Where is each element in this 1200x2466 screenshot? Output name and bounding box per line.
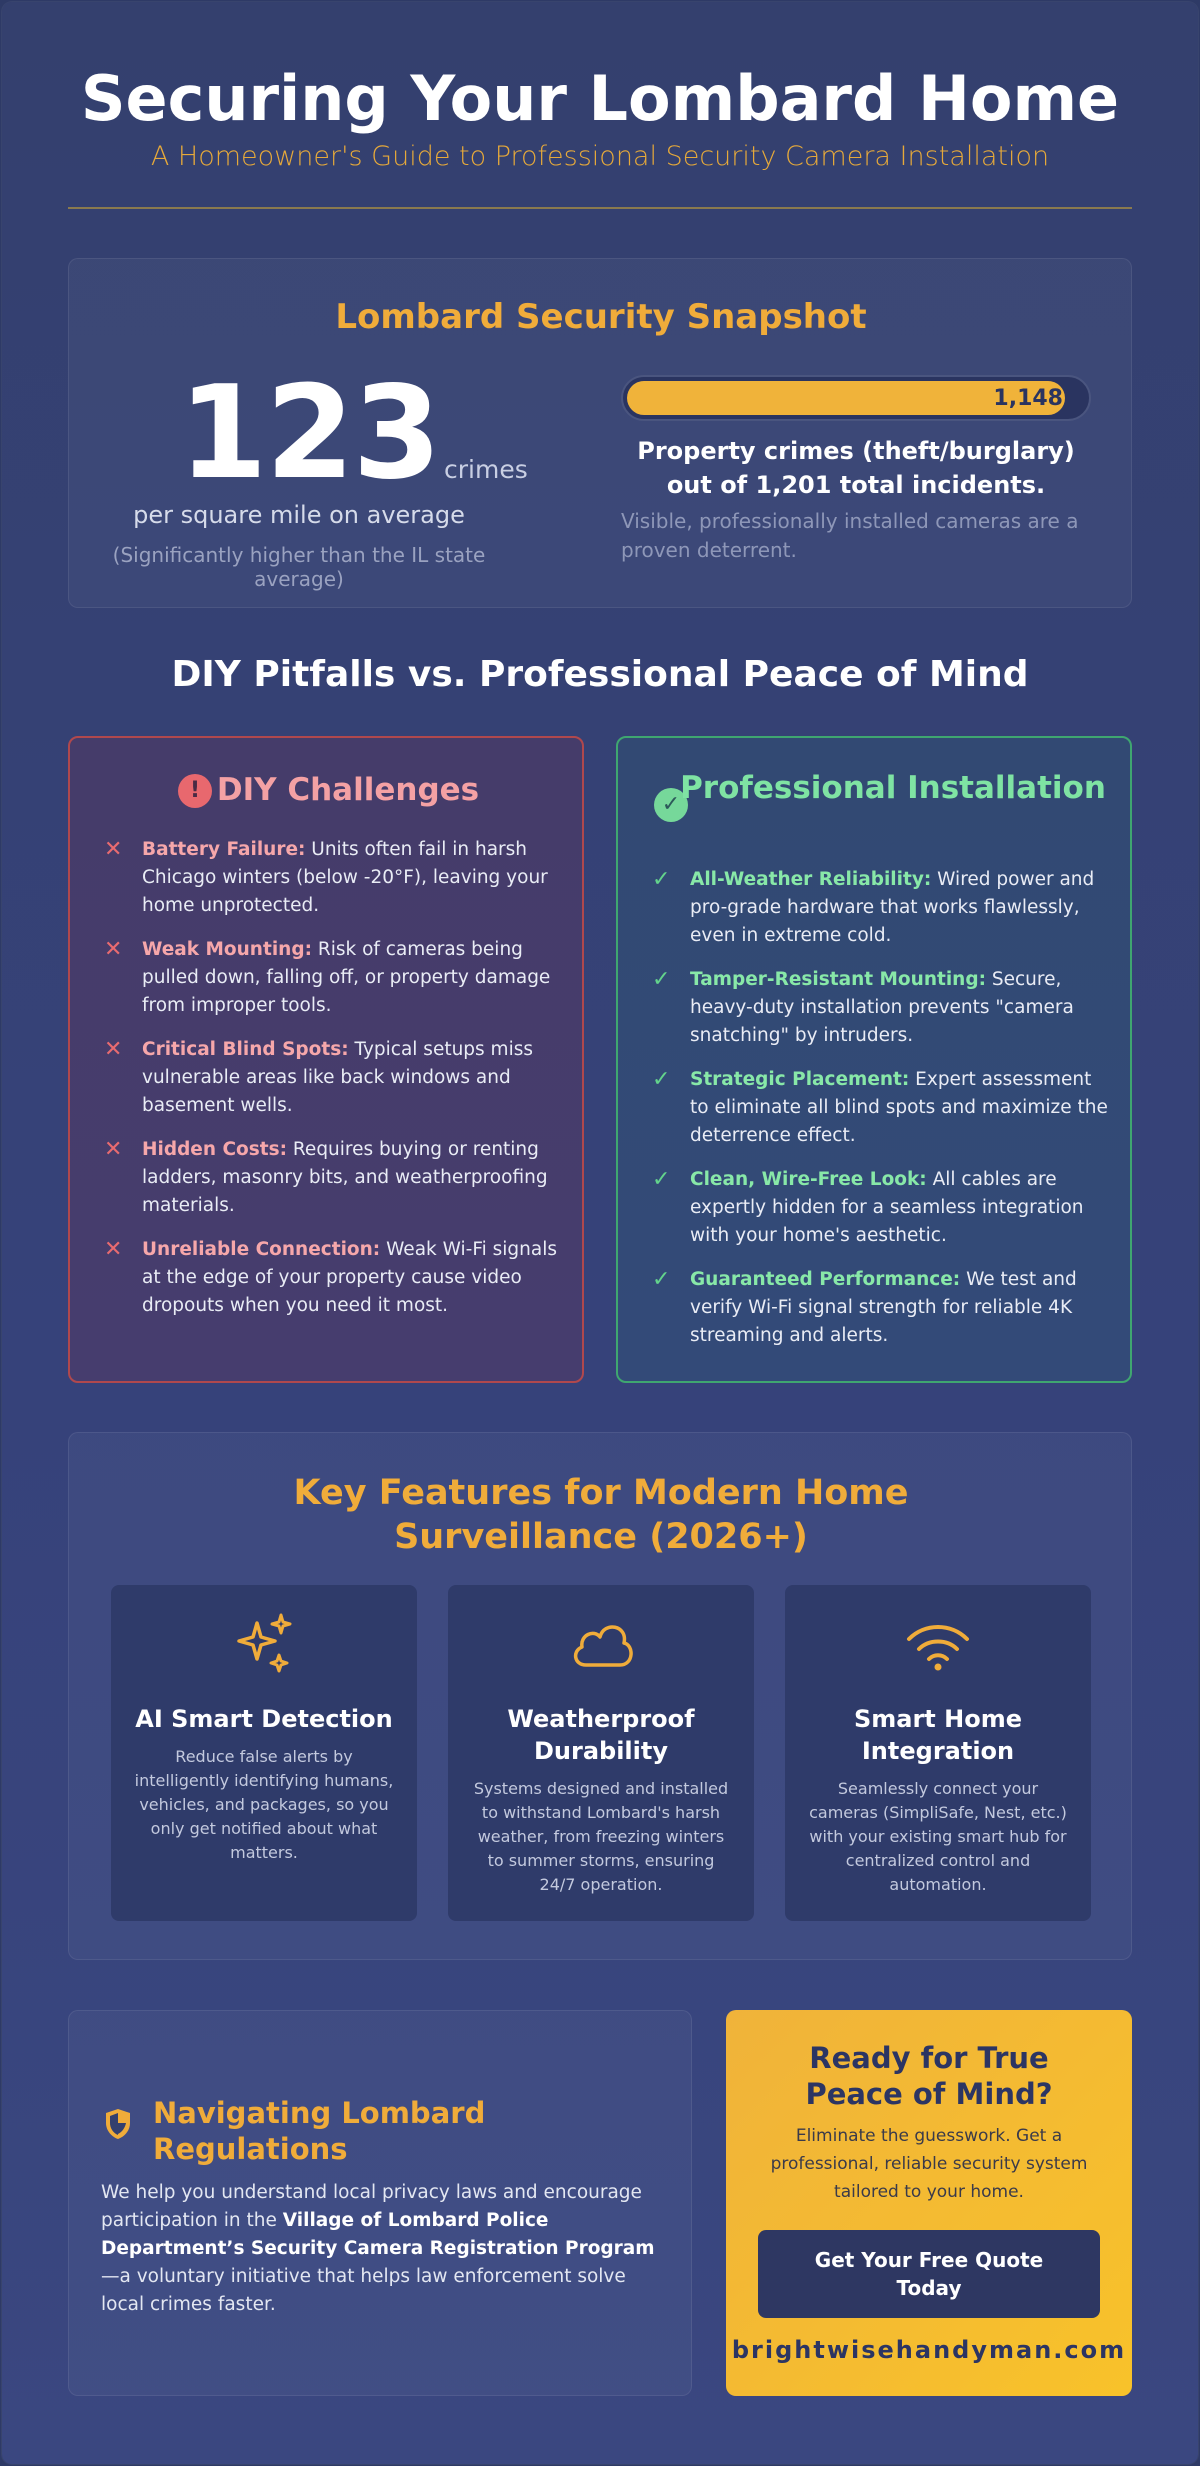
header-divider xyxy=(68,207,1132,209)
feature-description: Reduce false alerts by intelligently identifying humans, vehicles, and packages, so you only get notified about what matters. xyxy=(134,1747,394,1862)
cta-title: Ready for True Peace of Mind? xyxy=(805,2041,1053,2111)
feature-description: Seamlessly connect your cameras (SimpliSafe, Nest, etc.) with your existing smart hub for centralized control and automation. xyxy=(809,1779,1067,1894)
page-subtitle: A Homeowner's Guide to Professional Security Camera Installation xyxy=(150,141,1050,172)
list-item-text: Tamper-Resistant Mounting: Secure, heavy-duty installation prevents "camera snatching" by intruders. xyxy=(690,969,1074,1046)
professional-installation-card xyxy=(616,736,1132,1383)
feature-name: Weatherproof Durability xyxy=(507,1705,695,1765)
cta-text: Eliminate the guesswork. Get a professional, reliable security system tailored to your home. xyxy=(770,2126,1088,2202)
exclamation-icon: ! xyxy=(178,774,212,808)
feature-card-smart-home xyxy=(785,1585,1091,1921)
feature-name: AI Smart Detection xyxy=(135,1705,393,1733)
property-crime-bar-value: 1,148 xyxy=(993,386,1063,411)
property-crimes-text: Property crimes (theft/burglary) out of 1,201 total incidents. xyxy=(637,437,1075,499)
x-mark-icon: ✕ xyxy=(104,1037,123,1062)
checkmark-icon: ✓ xyxy=(652,967,671,992)
feature-description: Systems designed and installed to withstand Lombard's harsh weather, from freezing winters to summer storms, ensuring 24/7 operation. xyxy=(473,1779,729,1894)
x-mark-icon: ✕ xyxy=(104,837,123,862)
list-item-text: Hidden Costs: Requires buying or renting ladders, masonry bits, and weatherproofing materials. xyxy=(142,1139,548,1216)
crimes-unit-label: crimes xyxy=(444,455,528,484)
free-quote-button[interactable]: Get Your Free Quote Today xyxy=(758,2230,1100,2318)
checkmark-icon: ✓ xyxy=(652,1067,671,1092)
x-mark-icon: ✕ xyxy=(104,1137,123,1162)
diy-title: DIY Challenges xyxy=(216,772,480,808)
checkmark-icon: ✓ xyxy=(652,1167,671,1192)
website-link[interactable]: brightwisehandyman.com xyxy=(731,2336,1127,2364)
list-item-text: Weak Mounting: Risk of cameras being pulled down, falling off, or property damage from improper tools. xyxy=(142,939,551,1016)
feature-card-ai xyxy=(111,1585,417,1921)
state-average-note: (Significantly higher than the IL state average) xyxy=(112,543,486,591)
x-mark-icon: ✕ xyxy=(104,937,123,962)
property-crime-bar xyxy=(621,375,1091,421)
list-item-text: Clean, Wire-Free Look: All cables are expertly hidden for a seamless integration with your home's aesthetic. xyxy=(690,1169,1084,1246)
regulations-card xyxy=(68,2010,692,2396)
check-circle-icon: ✓ xyxy=(654,788,688,822)
key-features-card xyxy=(68,1432,1132,1960)
crimes-per-sq-mile-number: 123 xyxy=(178,359,440,508)
security-snapshot-card xyxy=(68,258,1132,608)
cta-card xyxy=(726,2010,1132,2396)
regulations-title: Navigating Lombard Regulations xyxy=(153,2096,486,2166)
list-item-text: Critical Blind Spots: Typical setups miss vulnerable areas like back windows and basement wells. xyxy=(142,1039,533,1116)
sparkles-icon xyxy=(229,1609,299,1679)
diy-challenges-card xyxy=(68,736,584,1383)
list-item-text: Battery Failure: Units often fail in harsh Chicago winters (below -20°F), leaving your home unprotected. xyxy=(142,839,548,916)
wifi-icon xyxy=(903,1609,973,1679)
list-item-text: Unreliable Connection: Weak Wi-Fi signals at the edge of your property cause video dropouts when you need it most. xyxy=(142,1239,557,1316)
comparison-heading: DIY Pitfalls vs. Professional Peace of Mind xyxy=(171,654,1029,695)
pro-title: Professional Installation xyxy=(680,770,1106,806)
snapshot-title: Lombard Security Snapshot xyxy=(335,297,867,337)
regulations-body: We help you understand local privacy laws and encourage participation in the Village of Lombard Police Department’s Security Camera Registration Program—a voluntary initiative that helps law enforcement solve local crimes faster. xyxy=(101,2182,655,2315)
x-mark-icon: ✕ xyxy=(104,1237,123,1262)
list-item-text: Guaranteed Performance: We test and verify Wi-Fi signal strength for reliable 4K streaming and alerts. xyxy=(690,1269,1077,1346)
cloud-icon xyxy=(566,1609,636,1679)
list-item-text: Strategic Placement: Expert assessment to eliminate all blind spots and maximize the deterrence effect. xyxy=(690,1069,1108,1146)
checkmark-icon: ✓ xyxy=(652,1267,671,1292)
page-title: Securing Your Lombard Home xyxy=(80,62,1120,135)
per-square-mile-label: per square mile on average xyxy=(133,501,465,529)
shield-icon xyxy=(103,2107,133,2141)
registration-program-name: Village of Lombard Police Department’s Security Camera Registration Program xyxy=(101,2210,655,2259)
feature-card-weatherproof xyxy=(448,1585,754,1921)
feature-name: Smart Home Integration xyxy=(853,1705,1022,1765)
list-item-text: All-Weather Reliability: Wired power and pro-grade hardware that works flawlessly, even in extreme cold. xyxy=(690,869,1095,946)
deterrent-text: Visible, professionally installed cameras are a proven deterrent. xyxy=(621,509,1079,562)
features-title: Key Features for Modern Home Surveillance (2026+) xyxy=(293,1473,909,1557)
checkmark-icon: ✓ xyxy=(652,867,671,892)
